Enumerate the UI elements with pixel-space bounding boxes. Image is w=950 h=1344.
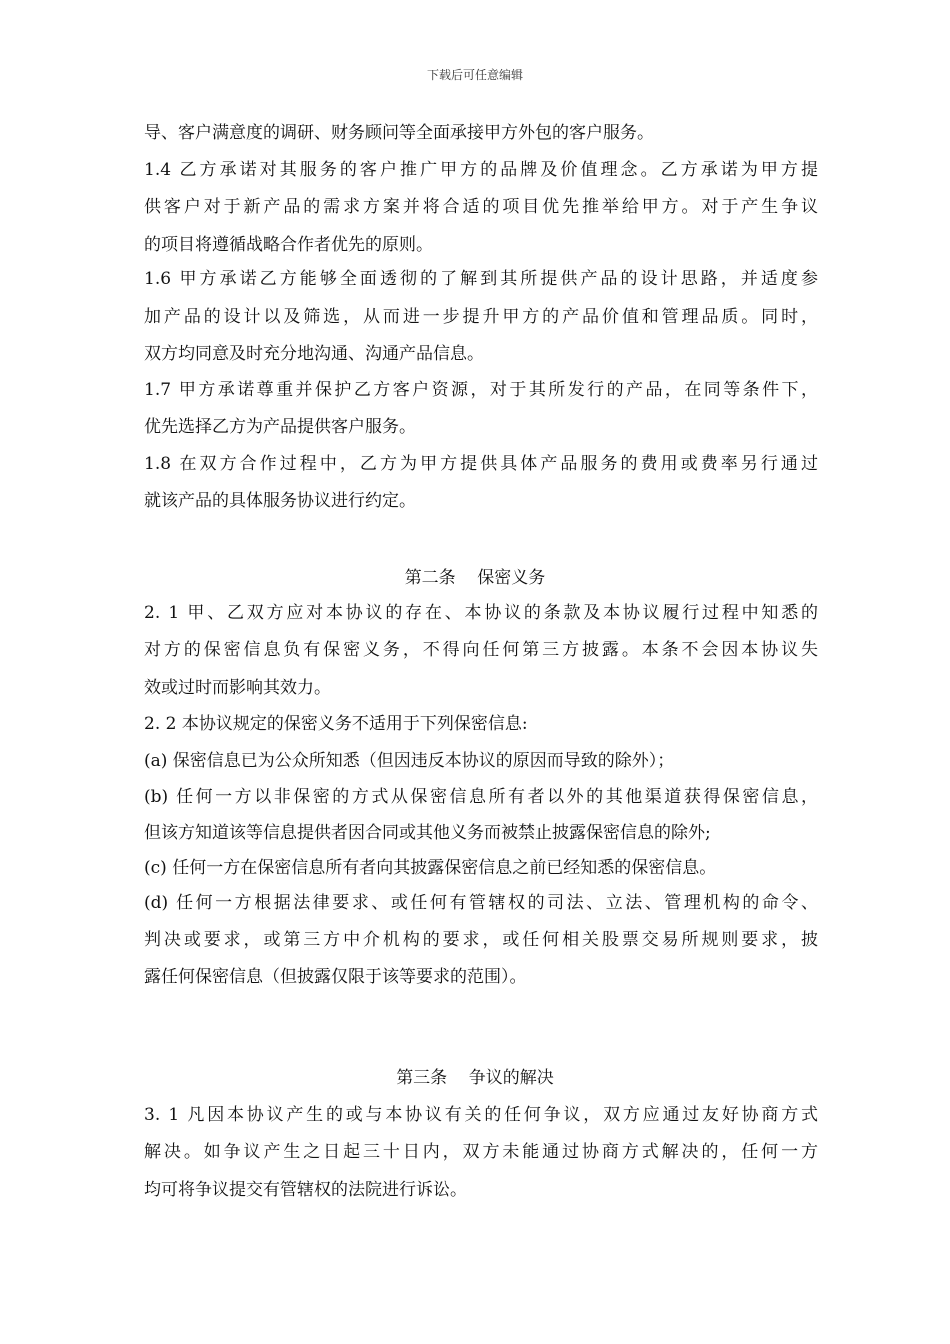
body-line: (a) 保密信息已为公众所知悉（但因违反本协议的原因而导致的除外）； [144, 751, 675, 771]
body-line: 导、客户满意度的调研、财务顾问等全面承接甲方外包的客户服务。 [144, 123, 654, 143]
section-heading-dispute: 第三条 争议的解决 [396, 1068, 554, 1088]
body-line: (d) 任何一方根据法律要求、或任何有管辖权的司法、立法、管理机构的命令、 [144, 893, 818, 913]
body-line: (b) 任何一方以非保密的方式从保密信息所有者以外的其他渠道获得保密信息， [144, 787, 818, 807]
body-line: 判决或要求，或第三方中介机构的要求，或任何相关股票交易所规则要求，披 [144, 930, 818, 950]
body-line: 均可将争议提交有管辖权的法院进行诉讼。 [144, 1180, 467, 1200]
body-line: 露任何保密信息（但披露仅限于该等要求的范围）。 [144, 967, 527, 987]
body-line: 2. 1 甲、乙双方应对本协议的存在、本协议的条款及本协议履行过程中知悉的 [144, 603, 818, 623]
body-line: 加产品的设计以及筛选，从而进一步提升甲方的产品价值和管理品质。同时， [144, 307, 818, 327]
body-line: 效或过时而影响其效力。 [144, 678, 331, 698]
body-line: 3. 1 凡因本协议产生的或与本协议有关的任何争议，双方应通过友好协商方式 [144, 1105, 818, 1125]
body-line: 1.6 甲方承诺乙方能够全面透彻的了解到其所提供产品的设计思路，并适度参 [144, 269, 818, 289]
body-line: 解决。如争议产生之日起三十日内，双方未能通过协商方式解决的，任何一方 [144, 1142, 818, 1162]
page-header-note: 下载后可任意编辑 [426, 68, 523, 82]
body-line: 但该方知道该等信息提供者因合同或其他义务而被禁止披露保密信息的除外; [144, 823, 711, 843]
section-heading-confidentiality: 第二条 保密义务 [404, 568, 546, 588]
body-line: 1.7 甲方承诺尊重并保护乙方客户资源，对于其所发行的产品，在同等条件下， [144, 380, 818, 400]
body-line: 2. 2 本协议规定的保密义务不适用于下列保密信息: [144, 714, 528, 734]
body-line: 对方的保密信息负有保密义务，不得向任何第三方披露。本条不会因本协议失 [144, 640, 818, 660]
body-line: 就该产品的具体服务协议进行约定。 [144, 491, 416, 511]
body-line: 1.8 在双方合作过程中，乙方为甲方提供具体产品服务的费用或费率另行通过 [144, 454, 818, 474]
body-line: 1.4 乙方承诺对其服务的客户推广甲方的品牌及价值理念。乙方承诺为甲方提 [144, 160, 818, 180]
body-line: 双方均同意及时充分地沟通、沟通产品信息。 [144, 344, 484, 364]
body-line: 供客户对于新产品的需求方案并将合适的项目优先推举给甲方。对于产生争议 [144, 197, 818, 217]
body-line: (c) 任何一方在保密信息所有者向其披露保密信息之前已经知悉的保密信息。 [144, 858, 717, 878]
body-line: 优先选择乙方为产品提供客户服务。 [144, 417, 416, 437]
body-line: 的项目将遵循战略合作者优先的原则。 [144, 235, 433, 255]
